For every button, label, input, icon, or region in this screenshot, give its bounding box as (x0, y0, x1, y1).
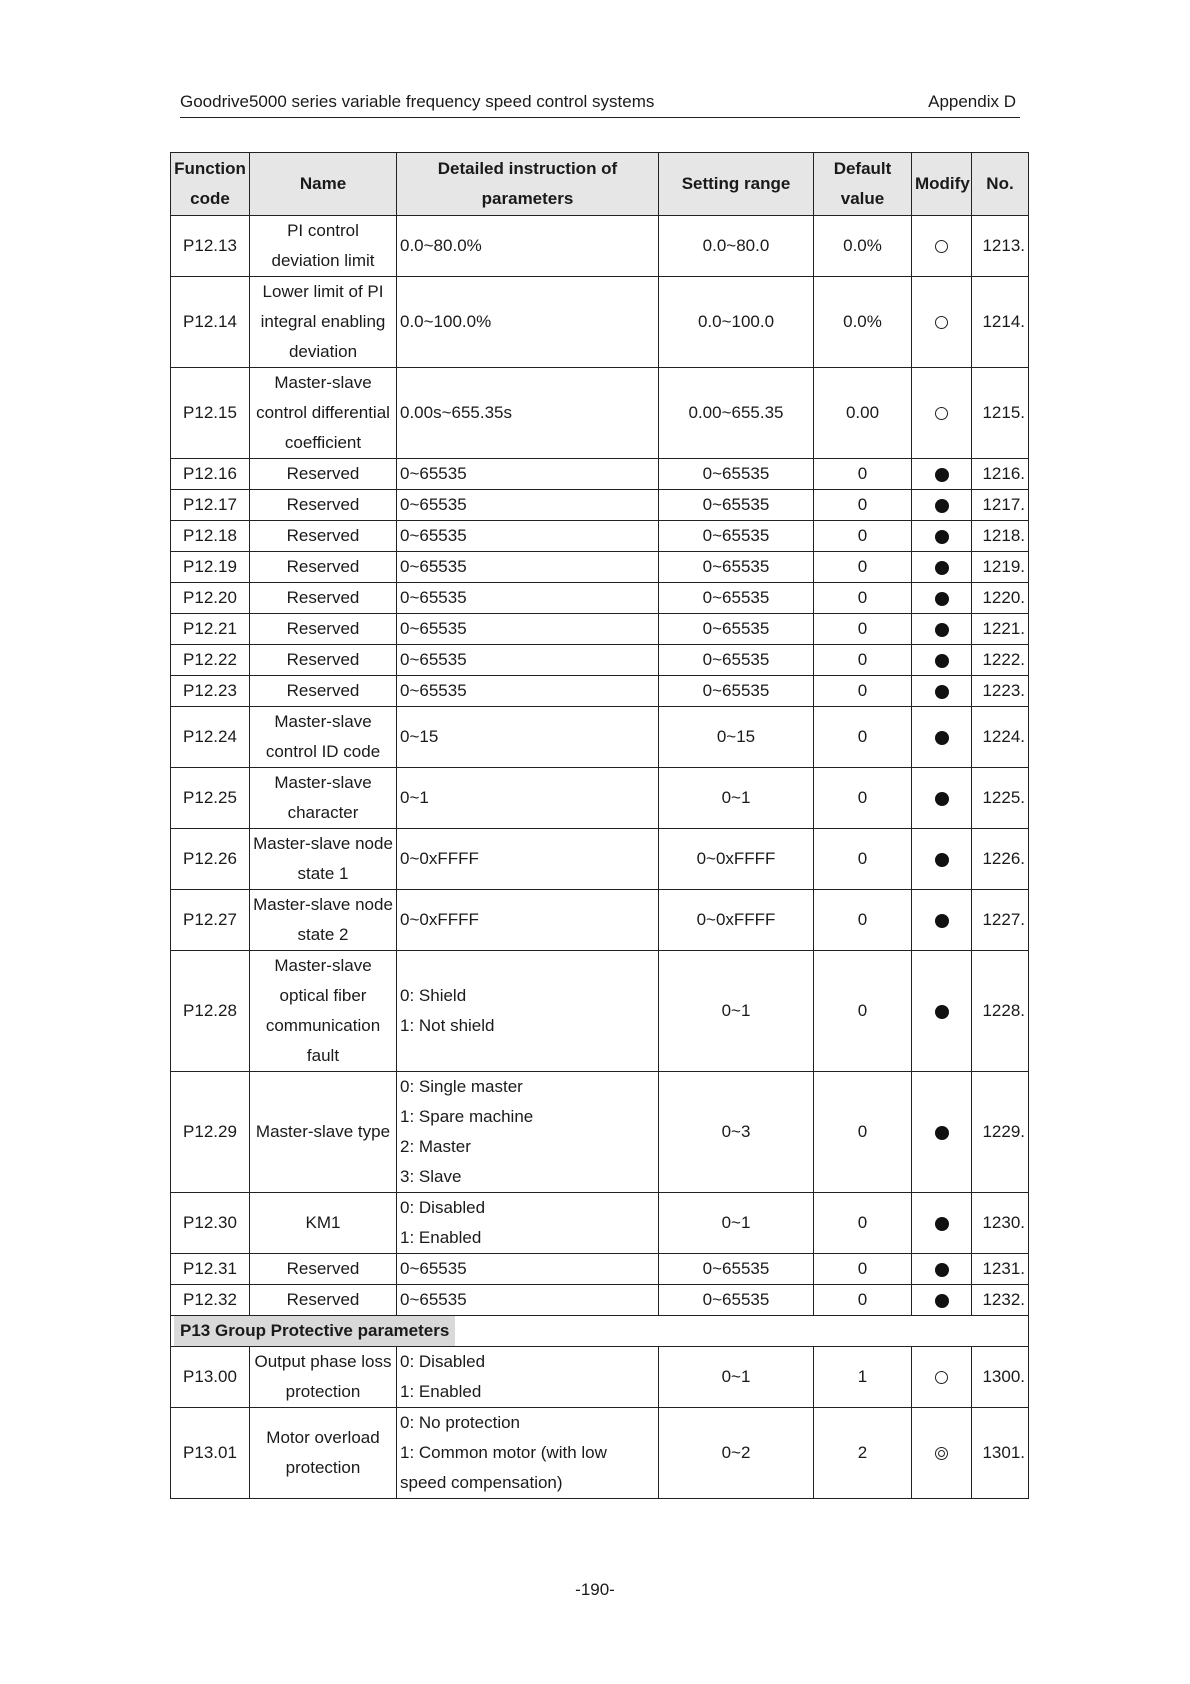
table-row (171, 1408, 1029, 1499)
param-name: Lower limit of PI integral enabling deviation (250, 277, 397, 368)
function-code: P12.30 (171, 1193, 250, 1254)
default-value: 0 (814, 707, 912, 768)
serial-no: 1225. (972, 768, 1029, 829)
serial-no: 1227. (972, 890, 1029, 951)
circle-filled-icon (935, 1005, 949, 1019)
circle-empty-icon (935, 240, 948, 253)
function-code: P12.13 (171, 216, 250, 277)
default-value: 0 (814, 829, 912, 890)
detail-line: 0~65535 (400, 1290, 467, 1309)
col-header-function-code: Function code (171, 153, 250, 216)
circle-empty-icon (935, 1371, 948, 1384)
circle-filled-icon (935, 1217, 949, 1231)
param-name: Reserved (250, 552, 397, 583)
detail-line: 0: Disabled (400, 1198, 486, 1217)
serial-no: 1219. (972, 552, 1029, 583)
header-appendix: Appendix D (928, 92, 1016, 111)
default-value: 0 (814, 951, 912, 1072)
param-name: Reserved (250, 1254, 397, 1285)
modify-cell (912, 490, 972, 521)
detail-line: 0.0~100.0% (400, 312, 492, 331)
setting-range: 0~65535 (659, 521, 814, 552)
modify-cell (912, 459, 972, 490)
setting-range: 0~1 (659, 1193, 814, 1254)
col-header-modify: Modify (912, 153, 972, 216)
param-detail (397, 521, 659, 552)
function-code: P12.19 (171, 552, 250, 583)
detail-line: 0.0~80.0% (400, 236, 482, 255)
modify-cell (912, 277, 972, 368)
modify-cell (912, 368, 972, 459)
function-code: P12.26 (171, 829, 250, 890)
circle-double-icon (935, 1447, 948, 1460)
circle-filled-icon (935, 499, 949, 513)
detail-line: 0~65535 (400, 495, 467, 514)
circle-filled-icon (935, 1263, 949, 1277)
default-value: 2 (814, 1408, 912, 1499)
param-name: PI control deviation limit (250, 216, 397, 277)
param-detail (397, 216, 659, 277)
table-row (171, 1347, 1029, 1408)
param-detail (397, 459, 659, 490)
default-value: 0 (814, 1072, 912, 1193)
function-code: P12.21 (171, 614, 250, 645)
table-body (171, 216, 1029, 1499)
detail-line: 1: Enabled (400, 1228, 482, 1247)
table-row (171, 951, 1029, 1072)
serial-no: 1301. (972, 1408, 1029, 1499)
param-name: Reserved (250, 614, 397, 645)
table-row (171, 1193, 1029, 1254)
circle-filled-icon (935, 914, 949, 928)
table-row (171, 521, 1029, 552)
param-detail (397, 645, 659, 676)
setting-range: 0~65535 (659, 1254, 814, 1285)
param-name: Reserved (250, 1285, 397, 1316)
default-value: 0 (814, 1254, 912, 1285)
detail-line: 1: Enabled (400, 1382, 482, 1401)
detail-line: 0~65535 (400, 1259, 467, 1278)
setting-range: 0~2 (659, 1408, 814, 1499)
function-code: P12.18 (171, 521, 250, 552)
setting-range: 0~65535 (659, 614, 814, 645)
param-detail (397, 490, 659, 521)
param-name: Master-slave control ID code (250, 707, 397, 768)
function-code: P12.23 (171, 676, 250, 707)
circle-filled-icon (935, 654, 949, 668)
default-value: 0.0% (814, 216, 912, 277)
col-header-setting-range: Setting range (659, 153, 814, 216)
serial-no: 1217. (972, 490, 1029, 521)
col-header-detail: Detailed instruction of parameters (397, 153, 659, 216)
modify-cell (912, 1408, 972, 1499)
detail-line: 0~1 (400, 788, 429, 807)
modify-cell (912, 583, 972, 614)
function-code: P12.32 (171, 1285, 250, 1316)
default-value: 0.0% (814, 277, 912, 368)
col-header-name: Name (250, 153, 397, 216)
table-row (171, 1254, 1029, 1285)
param-detail (397, 583, 659, 614)
circle-empty-icon (935, 407, 948, 420)
function-code: P13.00 (171, 1347, 250, 1408)
circle-filled-icon (935, 468, 949, 482)
modify-cell (912, 768, 972, 829)
modify-cell (912, 521, 972, 552)
table-row (171, 583, 1029, 614)
function-code: P12.15 (171, 368, 250, 459)
default-value: 0 (814, 1193, 912, 1254)
param-name: Master-slave node state 1 (250, 829, 397, 890)
param-detail (397, 676, 659, 707)
default-value: 0 (814, 890, 912, 951)
detail-line: 3: Slave (400, 1167, 462, 1186)
circle-filled-icon (935, 853, 949, 867)
param-detail (397, 1193, 659, 1254)
function-code: P12.27 (171, 890, 250, 951)
default-value: 0 (814, 645, 912, 676)
setting-range: 0~65535 (659, 676, 814, 707)
default-value: 0 (814, 521, 912, 552)
detail-line: 0~15 (400, 727, 439, 746)
modify-cell (912, 1193, 972, 1254)
serial-no: 1215. (972, 368, 1029, 459)
modify-cell (912, 676, 972, 707)
modify-cell (912, 1072, 972, 1193)
setting-range: 0~0xFFFF (659, 890, 814, 951)
serial-no: 1213. (972, 216, 1029, 277)
setting-range: 0~0xFFFF (659, 829, 814, 890)
param-name: Reserved (250, 583, 397, 614)
table-row (171, 645, 1029, 676)
detail-line: 0~65535 (400, 619, 467, 638)
circle-filled-icon (935, 1294, 949, 1308)
param-detail (397, 707, 659, 768)
detail-line: 0~0xFFFF (400, 910, 479, 929)
circle-filled-icon (935, 792, 949, 806)
setting-range: 0~65535 (659, 490, 814, 521)
default-value: 0 (814, 490, 912, 521)
group-header-row (171, 1316, 1029, 1347)
modify-cell (912, 1285, 972, 1316)
detail-line: 1: Common motor (with low speed compensation) (400, 1443, 607, 1492)
table-row (171, 1072, 1029, 1193)
circle-filled-icon (935, 561, 949, 575)
setting-range: 0~65535 (659, 583, 814, 614)
serial-no: 1222. (972, 645, 1029, 676)
detail-line: 0~0xFFFF (400, 849, 479, 868)
param-name: Master-slave optical fiber communication fault (250, 951, 397, 1072)
modify-cell (912, 216, 972, 277)
function-code: P12.25 (171, 768, 250, 829)
detail-line: 0.00s~655.35s (400, 403, 513, 422)
detail-line: 1: Not shield (400, 1016, 495, 1035)
table-row (171, 768, 1029, 829)
default-value: 0 (814, 459, 912, 490)
detail-line: 0: Disabled (400, 1352, 486, 1371)
setting-range: 0.00~655.35 (659, 368, 814, 459)
serial-no: 1214. (972, 277, 1029, 368)
param-name: KM1 (250, 1193, 397, 1254)
serial-no: 1226. (972, 829, 1029, 890)
param-name: Master-slave character (250, 768, 397, 829)
detail-line: 0: Shield (400, 986, 467, 1005)
setting-range: 0~1 (659, 768, 814, 829)
table-row (171, 216, 1029, 277)
param-name: Reserved (250, 490, 397, 521)
col-header-default-value: Default value (814, 153, 912, 216)
header-title: Goodrive5000 series variable frequency speed control systems (180, 92, 655, 111)
detail-line: 0~65535 (400, 526, 467, 545)
table-row (171, 614, 1029, 645)
serial-no: 1231. (972, 1254, 1029, 1285)
circle-filled-icon (935, 530, 949, 544)
param-detail (397, 1408, 659, 1499)
default-value: 0 (814, 614, 912, 645)
param-name: Master-slave control differential coefficient (250, 368, 397, 459)
serial-no: 1228. (972, 951, 1029, 1072)
param-detail (397, 1347, 659, 1408)
table-row (171, 707, 1029, 768)
function-code: P13.01 (171, 1408, 250, 1499)
serial-no: 1300. (972, 1347, 1029, 1408)
modify-cell (912, 890, 972, 951)
function-code: P12.22 (171, 645, 250, 676)
setting-range: 0~1 (659, 1347, 814, 1408)
serial-no: 1230. (972, 1193, 1029, 1254)
circle-filled-icon (935, 592, 949, 606)
serial-no: 1224. (972, 707, 1029, 768)
table-row (171, 1285, 1029, 1316)
table-row (171, 368, 1029, 459)
param-detail (397, 829, 659, 890)
param-detail (397, 277, 659, 368)
setting-range: 0~3 (659, 1072, 814, 1193)
setting-range: 0.0~100.0 (659, 277, 814, 368)
detail-line: 0~65535 (400, 557, 467, 576)
col-header-no: No. (972, 153, 1029, 216)
setting-range: 0~65535 (659, 552, 814, 583)
setting-range: 0.0~80.0 (659, 216, 814, 277)
param-name: Motor overload protection (250, 1408, 397, 1499)
function-code: P12.17 (171, 490, 250, 521)
serial-no: 1221. (972, 614, 1029, 645)
table-row (171, 552, 1029, 583)
default-value: 1 (814, 1347, 912, 1408)
serial-no: 1220. (972, 583, 1029, 614)
setting-range: 0~65535 (659, 645, 814, 676)
param-detail (397, 552, 659, 583)
param-name: Reserved (250, 676, 397, 707)
page-number: -190- (575, 1580, 615, 1599)
function-code: P12.20 (171, 583, 250, 614)
circle-filled-icon (935, 731, 949, 745)
param-name: Output phase loss protection (250, 1347, 397, 1408)
parameter-table (170, 152, 1029, 1499)
circle-filled-icon (935, 623, 949, 637)
serial-no: 1218. (972, 521, 1029, 552)
modify-cell (912, 645, 972, 676)
table-header-row (171, 153, 1029, 216)
param-detail (397, 614, 659, 645)
param-name: Master-slave node state 2 (250, 890, 397, 951)
detail-line: 0: No protection (400, 1413, 521, 1432)
serial-no: 1223. (972, 676, 1029, 707)
detail-line: 0~65535 (400, 650, 467, 669)
circle-filled-icon (935, 685, 949, 699)
circle-filled-icon (935, 1126, 949, 1140)
default-value: 0 (814, 552, 912, 583)
default-value: 0 (814, 583, 912, 614)
setting-range: 0~1 (659, 951, 814, 1072)
modify-cell (912, 829, 972, 890)
function-code: P12.29 (171, 1072, 250, 1193)
detail-line: 0~65535 (400, 681, 467, 700)
default-value: 0 (814, 676, 912, 707)
function-code: P12.14 (171, 277, 250, 368)
table-row (171, 829, 1029, 890)
function-code: P12.31 (171, 1254, 250, 1285)
modify-cell (912, 951, 972, 1072)
serial-no: 1232. (972, 1285, 1029, 1316)
group-header-cell (171, 1316, 1029, 1347)
detail-line: 0~65535 (400, 588, 467, 607)
param-name: Reserved (250, 521, 397, 552)
param-detail (397, 368, 659, 459)
serial-no: 1229. (972, 1072, 1029, 1193)
param-detail (397, 1072, 659, 1193)
table-row (171, 459, 1029, 490)
function-code: P12.16 (171, 459, 250, 490)
table-row (171, 890, 1029, 951)
modify-cell (912, 1254, 972, 1285)
function-code: P12.28 (171, 951, 250, 1072)
param-name: Master-slave type (250, 1072, 397, 1193)
default-value: 0.00 (814, 368, 912, 459)
param-detail (397, 768, 659, 829)
table-row (171, 277, 1029, 368)
setting-range: 0~65535 (659, 1285, 814, 1316)
detail-line: 0: Single master (400, 1077, 523, 1096)
function-code: P12.24 (171, 707, 250, 768)
page-header (180, 92, 1020, 118)
detail-line: 0~65535 (400, 464, 467, 483)
table-row (171, 490, 1029, 521)
modify-cell (912, 614, 972, 645)
detail-line: 1: Spare machine (400, 1107, 534, 1126)
default-value: 0 (814, 768, 912, 829)
table-row (171, 676, 1029, 707)
param-detail (397, 1285, 659, 1316)
setting-range: 0~15 (659, 707, 814, 768)
serial-no: 1216. (972, 459, 1029, 490)
setting-range: 0~65535 (659, 459, 814, 490)
modify-cell (912, 707, 972, 768)
modify-cell (912, 552, 972, 583)
default-value: 0 (814, 1285, 912, 1316)
param-name: Reserved (250, 459, 397, 490)
param-name: Reserved (250, 645, 397, 676)
param-detail (397, 890, 659, 951)
circle-empty-icon (935, 316, 948, 329)
group-title: P13 Group Protective parameters (174, 1316, 455, 1346)
modify-cell (912, 1347, 972, 1408)
detail-line: 2: Master (400, 1137, 471, 1156)
param-detail (397, 1254, 659, 1285)
param-detail (397, 951, 659, 1072)
